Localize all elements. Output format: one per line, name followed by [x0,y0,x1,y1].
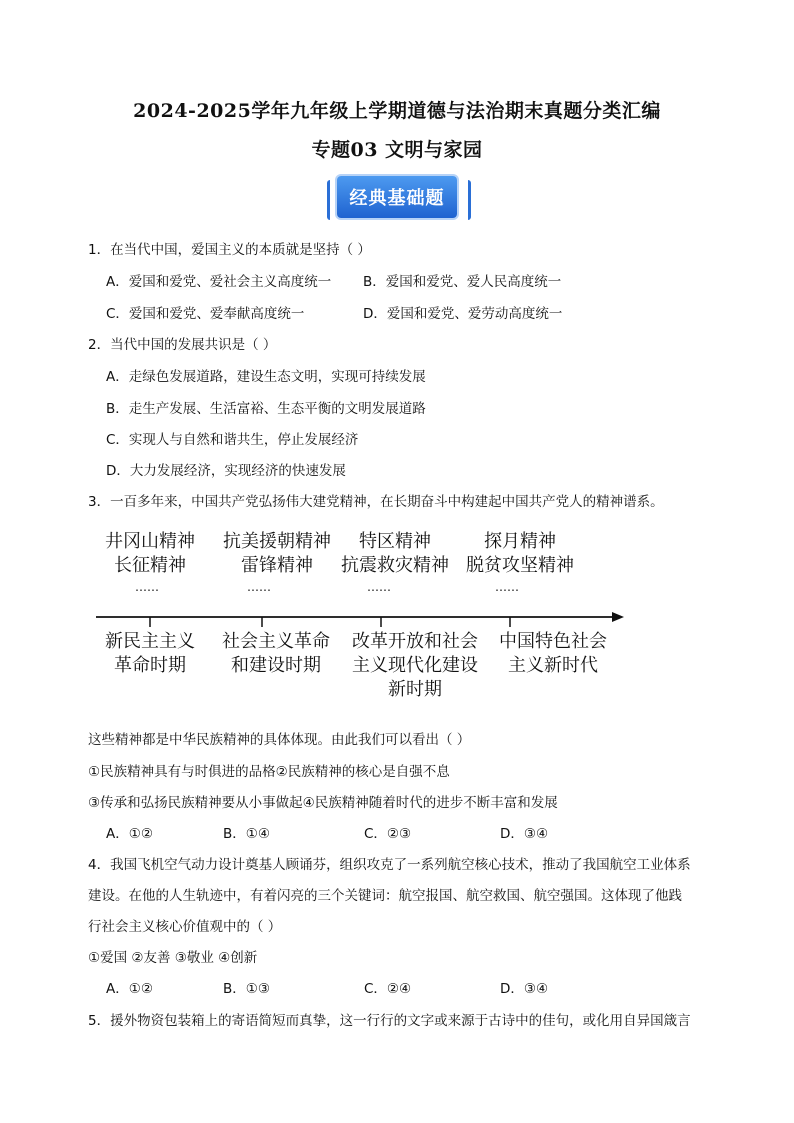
q3-statements-1: ①民族精神具有与时俱进的品格②民族精神的核心是自强不息 [88,764,450,780]
timeline-spirit-2 [212,530,342,578]
spirit-1-line2: 长征精神 [114,555,186,576]
q4-stem-line1: 4．我国飞机空气动力设计奠基人顾诵芬，组织攻克了一系列航空核心技术，推动了我国航空工业体系 [88,857,691,873]
timeline-dots-4: …… [495,580,519,594]
timeline-period-1 [95,630,205,678]
q3-option-c: C．②③ [364,826,412,842]
q2-option-d: D．大力发展经济，实现经济的快速发展 [106,463,346,479]
q1-stem: 1．在当代中国，爱国主义的本质就是坚持（ ） [88,242,371,258]
q2-option-a: A．走绿色发展道路，建设生态文明，实现可持续发展 [106,369,426,385]
q3-stem: 3．一百多年来，中国共产党弘扬伟大建党精神，在长期奋斗中构建起中国共产党人的精神谱系。 [88,494,664,510]
badge-label: 经典基础题 [337,176,457,218]
q4-stem-line2: 建设。在他的人生轨迹中，有着闪亮的三个关键词：航空报国、航空救国、航空强国。这体现了他践 [88,888,682,904]
timeline-dots-2: …… [247,580,271,594]
q4-statements: ①爱国 ②友善 ③敬业 ④创新 [88,950,258,966]
timeline-arrowhead [612,612,624,622]
q5-stem-line1: 5．援外物资包装箱上的寄语简短而真挚，这一行行的文字或来源于古诗中的佳句，或化用自异国箴言 [88,1013,691,1029]
spirit-3-line1: 特区精神 [359,531,431,552]
document-title: 2024-2025学年九年级上学期道德与法治期末真题分类汇编 [133,100,661,122]
spirit-1-line1: 井冈山精神 [105,531,195,552]
spirit-4-line2: 脱贫攻坚精神 [466,555,574,576]
q4-option-b: B．①③ [223,981,270,997]
period-3-line1: 改革开放和社会 [352,631,478,652]
q1-option-c: C．爱国和爱党、爱奉献高度统一 [106,306,305,322]
period-3-line2: 主义现代化建设 [352,655,478,676]
spirit-2-line2: 雷锋精神 [241,555,313,576]
period-1-line2: 革命时期 [114,655,186,676]
q4-option-c: C．②④ [364,981,412,997]
q3-option-b: B．①④ [223,826,270,842]
period-4-line1: 中国特色社会 [499,631,607,652]
q3-followup: 这些精神都是中华民族精神的具体体现。由此我们可以看出（ ） [88,732,471,748]
section-badge [327,176,467,224]
q2-option-b: B．走生产发展、生活富裕、生态平衡的文明发展道路 [106,401,426,417]
q2-stem: 2．当代中国的发展共识是（ ） [88,337,277,353]
q1-option-a: A．爱国和爱党、爱社会主义高度统一 [106,274,332,290]
spirit-4-line1: 探月精神 [484,531,556,552]
q2-option-c: C．实现人与自然和谐共生，停止发展经济 [106,432,359,448]
timeline-period-4 [488,630,618,678]
document-subtitle: 专题03 文明与家园 [311,139,483,161]
timeline-period-3 [340,630,490,702]
timeline-spirit-1 [100,530,200,578]
period-2-line1: 社会主义革命 [222,631,330,652]
q3-statements-2: ③传承和弘扬民族精神要从小事做起④民族精神随着时代的进步不断丰富和发展 [88,795,558,811]
timeline-dots-3: …… [367,580,391,594]
q1-option-b: B．爱国和爱党、爱人民高度统一 [363,274,562,290]
timeline-spirit-4 [455,530,585,578]
timeline-period-2 [208,630,344,678]
timeline-axis [90,606,630,630]
q3-option-d: D．③④ [500,826,549,842]
period-2-line2: 和建设时期 [231,655,321,676]
timeline-dots-1: …… [135,580,159,594]
period-4-line2: 主义新时代 [508,655,598,676]
q4-stem-line3: 行社会主义核心价值观中的（ ） [88,919,282,935]
q4-option-d: D．③④ [500,981,549,997]
spirit-2-line1: 抗美援朝精神 [223,531,331,552]
spirit-3-line2: 抗震救灾精神 [341,555,449,576]
period-3-line3: 新时期 [388,679,442,700]
period-1-line1: 新民主主义 [105,631,195,652]
q3-option-a: A．①② [106,826,153,842]
timeline-spirit-3 [330,530,460,578]
q4-option-a: A．①② [106,981,153,997]
q1-option-d: D．爱国和爱党、爱劳动高度统一 [363,306,563,322]
